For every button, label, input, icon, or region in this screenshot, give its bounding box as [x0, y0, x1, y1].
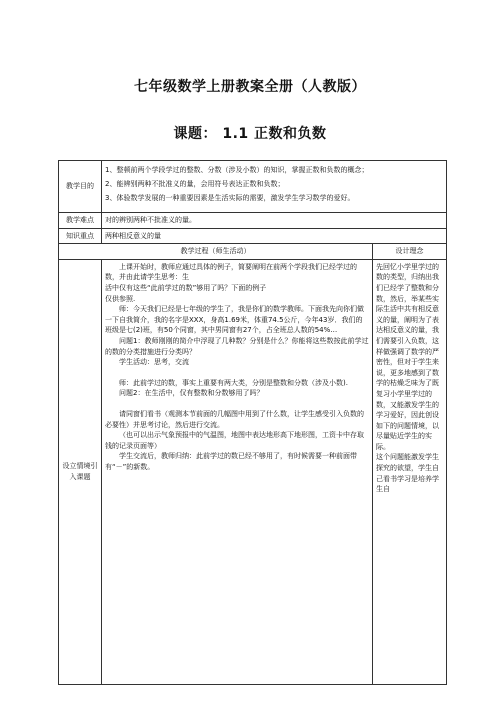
lesson-plan-table	[58, 160, 447, 685]
objectives-label: 教学目的	[59, 161, 102, 213]
process-paragraph: 师：今天我们已经是七年级的学生了，我是你们的数学教师。下面我先向你们做一下自我简介，我的名字是XXX，身高1.69米，体重74.5公斤，今年43岁．我们的班级是七(2)班，有50个同窗，其中男同窗有27个，占全班总人数的54%…	[105, 305, 364, 335]
process-paragraph: 学生交流后，教师归纳：此前学过的数已经不够用了，有时候需要一种前面带有“－”的新数。	[105, 452, 357, 471]
design-note: 先回忆小学里学过的数的类型，归纳出我们已经学了整数和分数，然后，举某些实际生活中共有相反意义的量，阐明为了表达相反意义的量，我们需要引入负数，这样做强调了数学的严密性，但对于学生来说，更多地感到了数学的枯燥乏味为了既复习小学里学过的数，又能激发学生的学习爱好，因此创设如下的问题情境，以尽量贴近学生的实际。	[376, 262, 439, 451]
process-row	[59, 259, 447, 684]
design-note: 这个问题能激发学生探究的欲望，学生自己看书学习是培养学生自	[376, 453, 439, 494]
difficulty-label: 教学难点	[59, 213, 102, 229]
document-title: 七年级数学上册教案全册（人教版）	[134, 79, 366, 95]
process-header-row	[59, 244, 447, 260]
process-paragraph: 上课开始时，教师应通过具体的例子，简要阐明在前两个学段我们已经学过的数，并由此请学生思考：生	[105, 262, 357, 282]
process-content	[102, 259, 373, 684]
section-label: 设立情境引入课题	[59, 259, 102, 684]
objectives-content	[102, 161, 447, 213]
process-header: 教学过程（师生活动）	[59, 244, 373, 260]
keypoint-text: 两种相反意义的量	[102, 228, 447, 244]
process-paragraph: 仅供参照.	[105, 294, 136, 303]
process-paragraph: （也可以出示气象预报中的气温图，地图中表达地形高下地形图，工资卡中存取钱的记录页面等）	[105, 431, 364, 450]
objectives-row	[59, 161, 447, 213]
process-paragraph: 问题2：在生活中，仅有整数和分数够用了吗？	[119, 389, 264, 398]
lesson-title: 课题： 1.1 正数和负数	[173, 126, 327, 142]
difficulty-row	[59, 213, 447, 229]
process-paragraph: 师：此前学过的数，事实上重要有两大类，分别是整数和分数（涉及小数).	[119, 378, 348, 387]
objective-item: 1、整顿前两个学段学过的整数、分数（涉及小数）的知识，掌握正数和负数的概念；	[105, 166, 369, 174]
design-notes	[373, 259, 447, 684]
process-paragraph: 问题1：教师刚刚的简介中浮现了几种数？分别是什么？你能将这些数按此前学过的数的分类措施进行分类吗？	[105, 336, 369, 356]
process-paragraph: 请同窗们看书（观测本节前面的几幅图中用到了什么数，让学生感受引入负数的必要性）并思考讨论，然后进行交流。	[105, 409, 364, 429]
design-header: 设计理念	[373, 244, 447, 260]
objective-item: 3、体验数学发展的一种重要因素是生活实际的需要，激发学生学习数学的爱好。	[105, 194, 355, 202]
process-paragraph: 活中仅有这些“此前学过的数”够用了吗？下面的例子	[105, 283, 267, 292]
process-paragraph: 学生活动：思考，交流	[119, 358, 189, 367]
objective-item: 2、能辨别两种不批准义的量，会用符号表达正数和负数；	[105, 180, 285, 188]
keypoint-row	[59, 228, 447, 244]
keypoint-label: 知识重点	[59, 228, 102, 244]
difficulty-text: 对的辨别两种不批准义的量。	[102, 213, 447, 229]
